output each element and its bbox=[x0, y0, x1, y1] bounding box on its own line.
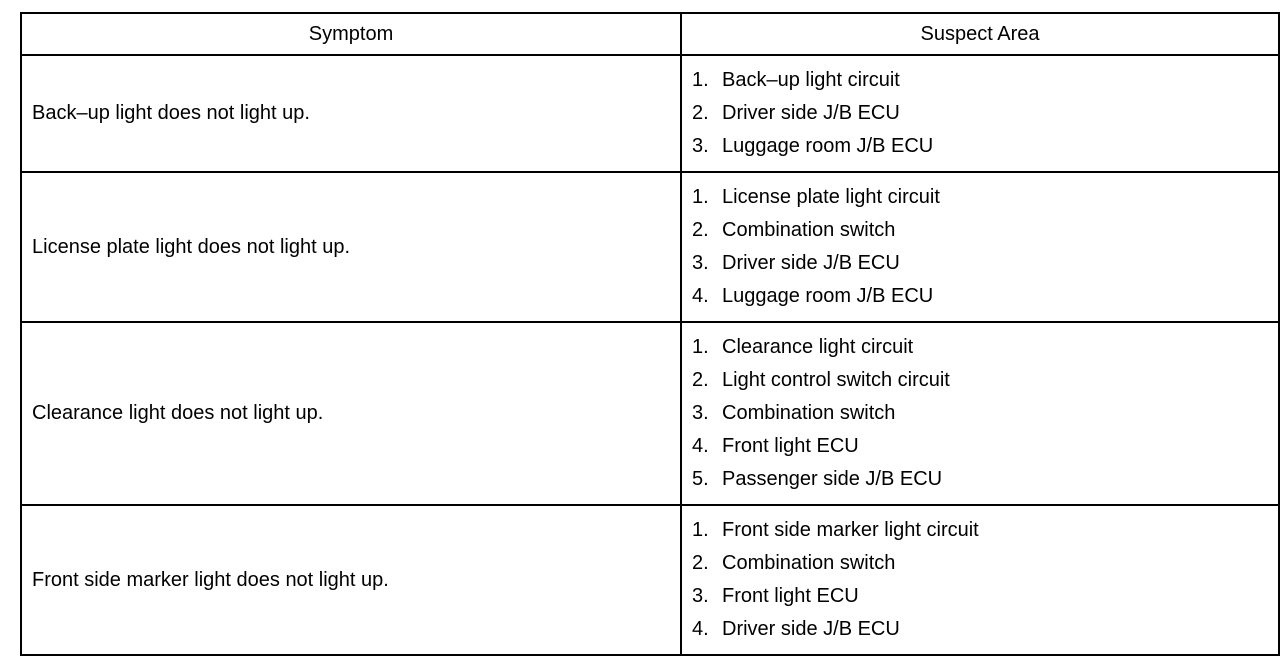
symptom-cell: Front side marker light does not light up. bbox=[21, 505, 681, 655]
suspect-item-label: Front light ECU bbox=[722, 585, 859, 607]
suspect-list bbox=[692, 514, 1278, 646]
suspect-item-label: Passenger side J/B ECU bbox=[722, 468, 943, 490]
suspect-item bbox=[692, 64, 1278, 97]
suspect-item bbox=[692, 514, 1278, 547]
suspect-item-number: 1. bbox=[692, 186, 709, 208]
suspect-item-number: 2. bbox=[692, 552, 709, 574]
suspect-item-label: Luggage room J/B ECU bbox=[722, 135, 934, 157]
suspect-list bbox=[692, 64, 1278, 163]
symptom-table bbox=[20, 12, 1280, 656]
header-symptom: Symptom bbox=[21, 13, 681, 55]
suspect-item-number: 2. bbox=[692, 219, 709, 241]
header-row bbox=[21, 13, 1279, 55]
symptom-cell: Back–up light does not light up. bbox=[21, 55, 681, 172]
suspect-item bbox=[692, 280, 1278, 313]
suspect-item-label: Back–up light circuit bbox=[722, 69, 900, 91]
suspect-item bbox=[692, 331, 1278, 364]
suspect-item-label: License plate light circuit bbox=[722, 186, 940, 208]
suspect-item-label: Clearance light circuit bbox=[722, 336, 914, 358]
table-row bbox=[21, 55, 1279, 172]
suspect-item bbox=[692, 397, 1278, 430]
suspect-item-number: 3. bbox=[692, 135, 709, 157]
suspect-item-label: Combination switch bbox=[722, 552, 896, 574]
suspect-item-number: 4. bbox=[692, 618, 709, 640]
suspect-item-number: 2. bbox=[692, 369, 709, 391]
suspect-item-number: 1. bbox=[692, 336, 709, 358]
suspect-area-cell bbox=[681, 505, 1279, 655]
symptom-cell: License plate light does not light up. bbox=[21, 172, 681, 322]
suspect-item bbox=[692, 613, 1278, 646]
suspect-item bbox=[692, 547, 1278, 580]
suspect-item bbox=[692, 247, 1278, 280]
suspect-item-label: Combination switch bbox=[722, 219, 896, 241]
suspect-item-label: Front light ECU bbox=[722, 435, 859, 457]
symptom-table-container bbox=[20, 12, 1278, 656]
suspect-area-cell bbox=[681, 55, 1279, 172]
suspect-item-label: Driver side J/B ECU bbox=[722, 252, 900, 274]
suspect-item bbox=[692, 580, 1278, 613]
suspect-item bbox=[692, 97, 1278, 130]
suspect-item-label: Driver side J/B ECU bbox=[722, 618, 900, 640]
suspect-item-number: 3. bbox=[692, 402, 709, 424]
suspect-list bbox=[692, 181, 1278, 313]
suspect-item bbox=[692, 463, 1278, 496]
suspect-item bbox=[692, 364, 1278, 397]
table-header bbox=[21, 13, 1279, 55]
suspect-item-label: Front side marker light circuit bbox=[722, 519, 979, 541]
suspect-item-number: 1. bbox=[692, 69, 709, 91]
table-row bbox=[21, 505, 1279, 655]
table-row bbox=[21, 322, 1279, 505]
suspect-item bbox=[692, 430, 1278, 463]
suspect-item-number: 4. bbox=[692, 435, 709, 457]
suspect-item-label: Luggage room J/B ECU bbox=[722, 285, 934, 307]
suspect-item-number: 5. bbox=[692, 468, 709, 490]
suspect-item-number: 2. bbox=[692, 102, 709, 124]
table-row bbox=[21, 172, 1279, 322]
symptom-cell: Clearance light does not light up. bbox=[21, 322, 681, 505]
suspect-item-label: Driver side J/B ECU bbox=[722, 102, 900, 124]
suspect-area-cell bbox=[681, 172, 1279, 322]
suspect-list bbox=[692, 331, 1278, 496]
suspect-item-number: 3. bbox=[692, 252, 709, 274]
table-body bbox=[21, 55, 1279, 655]
suspect-item bbox=[692, 130, 1278, 163]
header-suspect-area: Suspect Area bbox=[681, 13, 1279, 55]
suspect-item bbox=[692, 214, 1278, 247]
suspect-item-number: 4. bbox=[692, 285, 709, 307]
suspect-item-number: 1. bbox=[692, 519, 709, 541]
suspect-item-label: Combination switch bbox=[722, 402, 896, 424]
suspect-item-number: 3. bbox=[692, 585, 709, 607]
suspect-item-label: Light control switch circuit bbox=[722, 369, 950, 391]
suspect-area-cell bbox=[681, 322, 1279, 505]
suspect-item bbox=[692, 181, 1278, 214]
